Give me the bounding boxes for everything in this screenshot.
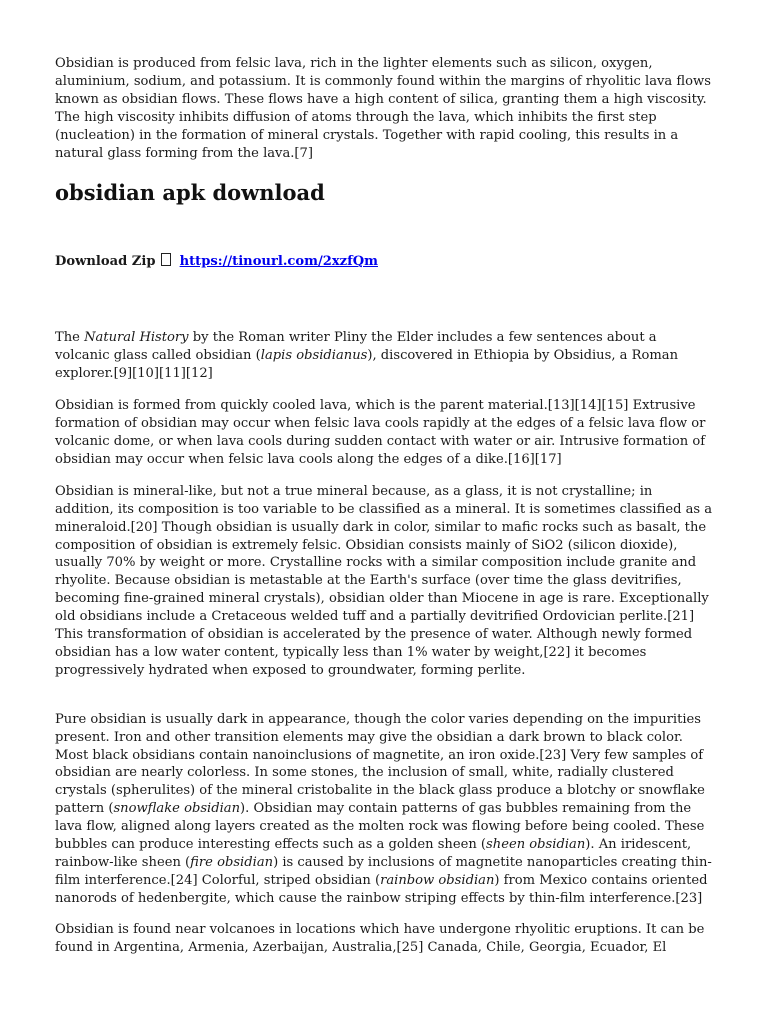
text-span: ). Obsidian may contain patterns of gas bubbles remaining from the lava flow, aligned along layers created as the molten rock was flowing before being cooled. These bubbles can produce interesting effects such as a golden sheen (: [55, 801, 705, 853]
text-span: The: [55, 330, 85, 346]
text-span: ) from Mexico contains oriented nanorods of hedenbergite, which cause the rainbow striping effects by thin-film interference.[23]: [55, 872, 708, 906]
text-span: Pure obsidian is usually dark in appearance, though the color varies depending on the impurities present. Iron and other transition elements may give the obsidian a dark brown to black color. Most black obsidians contain nanoinclusions of magnetite, an iron oxide.[23] Very few samples of obsidian are nearly colorless. In some stones, the inclusion of small, white, radially clustered crystals (spherulites) of the mineral cristobalite in the black glass produce a blotchy or snowflake pattern (: [55, 711, 705, 817]
document-page: [55, 55, 715, 957]
page-heading: obsidian apk download: [55, 180, 325, 206]
formation-paragraph: Obsidian is formed from quickly cooled lava, which is the parent material.[13][14][15] Extrusive formation of obsidian may occur when felsic lava cools rapidly at the edges of a felsic lava flow or volcanic dome, or when lava cools during sudden contact with water or air. Intrusive formation of obsidian may occur when felsic lava cools along the edges of a dike.[16][17]: [55, 398, 706, 467]
mineraloid-paragraph: Obsidian is mineral-like, but not a true mineral because, as a glass, it is not crystalline; in addition, its composition is too variable to be classified as a mineral. It is sometimes classified as a mineraloid.[20] Though obsidian is usually dark in color, similar to mafic rocks such as basalt, the composition of obsidian is extremely felsic. Obsidian consists mainly of SiO2 (silicon dioxide), usually 70% by weight or more. Crystalline rocks with a similar composition include granite and rhyolite. Because obsidian is metastable at the Earth's surface (over time the glass devitrifies, becoming fine-grained mineral crystals), obsidian older than Miocene in age is rare. Exceptionally old obsidians include a Cretaceous welded tuff and a partially devitrified Ordovician perlite.[21] This transformation of obsidian is accelerated by the presence of water. Although newly formed obsidian has a low water content, typically less than 1% water by weight,[22] it becomes progressively hydrated when exposed to groundwater, forming perlite.: [55, 483, 713, 678]
missing-glyph-icon: [161, 253, 171, 266]
download-label: Download Zip: [55, 254, 156, 270]
natural-history-paragraph: [55, 329, 715, 383]
italic-term: snowflake obsidian: [113, 801, 241, 817]
text-span: ) is caused by inclusions of magnetite nanoparticles creating thin-film interference.[24] Colorful, striped obsidian (: [55, 855, 712, 888]
download-link[interactable]: https://tinourl.com/2xzfQm: [179, 254, 378, 270]
text-span: by the Roman writer Pliny the Elder includes a few sentences about a volcanic glass called obsidian (: [55, 330, 657, 364]
italic-term: sheen obsidian: [486, 837, 586, 853]
intro-paragraph: Obsidian is produced from felsic lava, rich in the lighter elements such as silicon, oxygen, aluminium, sodium, and potassium. It is commonly found within the margins of rhyolitic lava flows known as obsidian flows. These flows have a high content of silica, granting them a high viscosity. The high viscosity inhibits diffusion of atoms through the lava, which inhibits the first step (nucleation) in the formation of mineral crystals. Together with rapid cooling, this results in a natural glass forming from the lava.[7]: [55, 56, 711, 161]
italic-term: lapis obsidianus: [260, 348, 368, 364]
locations-paragraph: Obsidian is found near volcanoes in locations which have undergone rhyolitic eruptions. It can be found in Argentina, Armenia, Azerbaijan, Australia,[25] Canada, Chile, Georgia, Ecuador, El: [55, 921, 705, 955]
italic-term: fire obsidian: [190, 855, 274, 870]
text-span: ). An iridescent, rainbow-like sheen (: [55, 837, 692, 870]
italic-term: rainbow obsidian: [380, 872, 495, 888]
download-line: [55, 253, 715, 271]
text-span: ), discovered in Ethiopia by Obsidius, a Roman explorer.[9][10][11][12]: [55, 348, 679, 382]
color-paragraph: [55, 711, 715, 908]
italic-title: Natural History: [84, 330, 189, 346]
